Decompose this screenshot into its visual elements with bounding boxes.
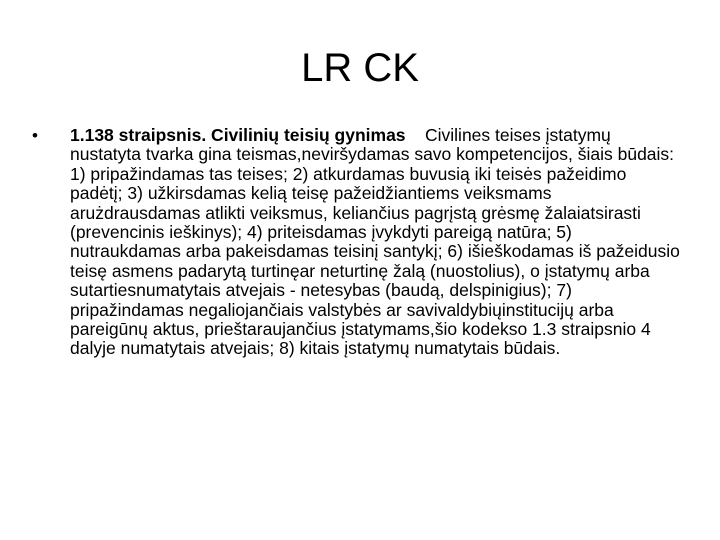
article-body: Civilines teises įstatymų nustatyta tvarka gina teismas,neviršydamas savo kompetencijos, šiais būdais: 1) pripažindamas tas teises; 2) atkurdamas buvusią iki teisės pažeidimo padėtį; 3) užkirsdamas kelią teisę pažeidžiantiems veiksmams arużdrausdamas atlikti veiksmus, keliančius pagrįstą grėsmę žalaiatsirasti (prevencinis ieškinys); 4) priteisdamas įvykdyti pareigą natūra; 5) nutraukdamas arba pakeisdamas teisinį santykį; 6) išieškodamas iš pažeidusio teisę asmens padarytą turtinęar neturtinę žalą (nuostolius), o įstatymų arba sutartiesnumatytais atvejais - netesybas (baudą, delspinigius); 7) pripažindamas negaliojančiais valstybės ar savivaldybiųinstitucijų arba pareigūnų aktus, prieštaraujančius įstatymams,šio kodekso 1.3 straipsnio 4 dalyje numatytais atvejais; 8) kitais įstatymų numatytais būdais. xyxy=(70,125,680,359)
bullet-paragraph xyxy=(70,126,682,359)
article-heading: 1.138 straipsnis. Civilinių teisių gynimas xyxy=(70,125,406,145)
bullet-item xyxy=(32,126,682,359)
bullet-icon: • xyxy=(32,126,38,145)
slide-title: LR CK xyxy=(301,46,419,90)
